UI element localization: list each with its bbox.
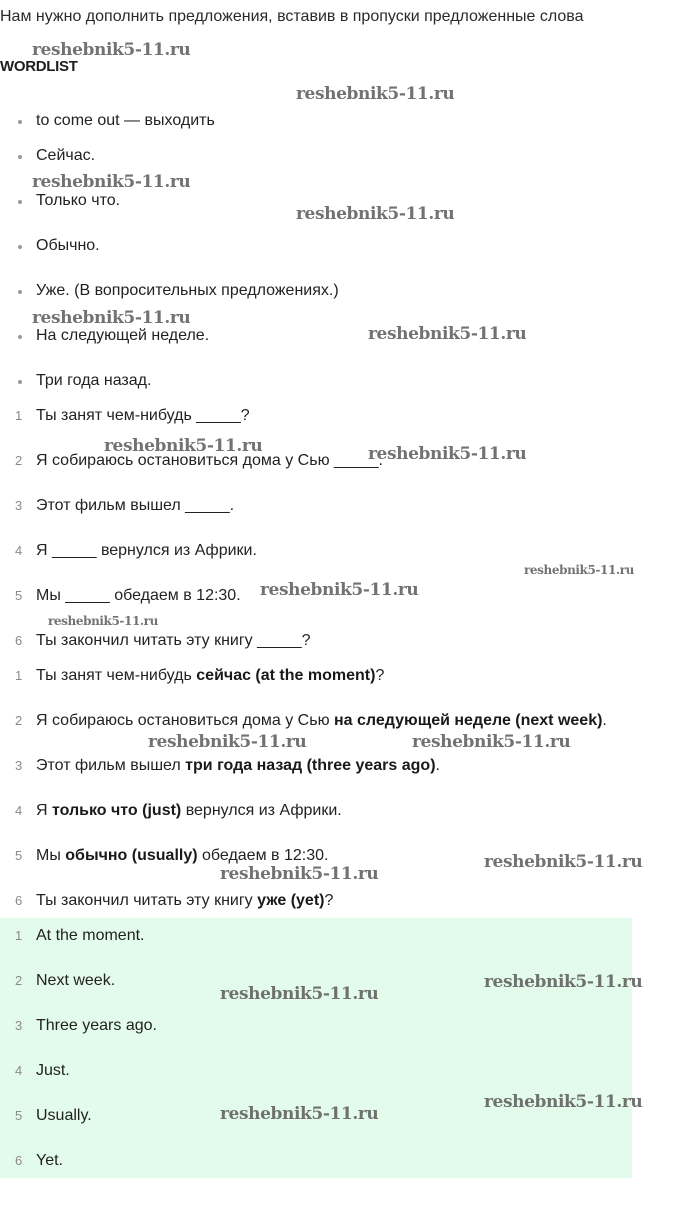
exercise-text: Я _____ вернулся из Африки. [36, 542, 257, 559]
watermark: reshebnik5-11.ru [296, 204, 455, 224]
bullet-icon [18, 155, 22, 159]
translation-text: Этот фильм вышел три года назад (three years ago). [36, 757, 440, 774]
wordlist-item-text: На следующей неделе. [36, 327, 210, 344]
answer-text: Usually. [36, 1107, 92, 1124]
watermark: reshebnik5-11.ru [484, 972, 643, 992]
answer-text: At the moment. [36, 927, 145, 944]
bullet-icon [18, 290, 22, 294]
wordlist-item-text: Обычно. [36, 237, 100, 254]
exercise-text: Ты занят чем-нибудь _____? [36, 407, 250, 424]
wordlist-item-text: Только что. [36, 192, 121, 209]
watermark: reshebnik5-11.ru [484, 1092, 643, 1112]
row-number: 2 [15, 973, 23, 988]
row-number: 1 [15, 928, 23, 943]
bullet-icon [18, 200, 22, 204]
watermark: reshebnik5-11.ru [368, 324, 527, 344]
wordlist-item-text: to come out — выходить [36, 112, 215, 129]
row-number: 3 [15, 1018, 23, 1033]
exercise-text: Я собираюсь остановиться дома у Сью _____. [36, 452, 383, 469]
watermark: reshebnik5-11.ru [32, 172, 191, 192]
bullet-icon [18, 335, 22, 339]
watermark: reshebnik5-11.ru [220, 864, 379, 884]
translation-text: Ты закончил читать эту книгу уже (yet)? [36, 892, 334, 909]
row-number: 6 [15, 893, 23, 908]
answer-text: Three years ago. [36, 1017, 157, 1034]
exercise-text: Мы _____ обедаем в 12:30. [36, 587, 241, 604]
watermark: reshebnik5-11.ru [368, 444, 527, 464]
row-number: 1 [15, 408, 23, 423]
wordlist-title: WORDLIST [0, 58, 78, 75]
row-number: 2 [15, 713, 23, 728]
watermark: reshebnik5-11.ru [220, 984, 379, 1004]
row-number: 5 [15, 588, 23, 603]
answer-highlight: три года назад (three years ago) [185, 757, 436, 774]
answer-highlight: только что (just) [52, 802, 182, 819]
wordlist-item-text: Сейчас. [36, 147, 96, 164]
exercise-text: Этот фильм вышел _____. [36, 497, 235, 514]
answer-text: Yet. [36, 1152, 63, 1169]
watermark: reshebnik5-11.ru [484, 852, 643, 872]
bullet-icon [18, 120, 22, 124]
answer-highlight: обычно (usually) [65, 847, 198, 864]
exercise-text: Ты закончил читать эту книгу _____? [36, 632, 311, 649]
intro-text: Нам нужно дополнить предложения, вставив в пропуски предложенные слова [0, 8, 584, 25]
row-number: 5 [15, 1108, 23, 1123]
row-number: 1 [15, 668, 23, 683]
translation-text: Я только что (just) вернулся из Африки. [36, 802, 342, 819]
answer-text: Just. [36, 1062, 70, 1079]
translation-text: Мы обычно (usually) обедаем в 12:30. [36, 847, 329, 864]
translation-text: Я собираюсь остановиться дома у Сью на следующей неделе (next week). [36, 712, 607, 729]
watermark: reshebnik5-11.ru [32, 308, 191, 328]
answer-text: Next week. [36, 972, 116, 989]
bullet-icon [18, 245, 22, 249]
row-number: 4 [15, 543, 23, 558]
answer-highlight: сейчас (at the moment) [196, 667, 376, 684]
row-number: 3 [15, 758, 23, 773]
row-number: 4 [15, 803, 23, 818]
watermark: reshebnik5-11.ru [412, 732, 571, 752]
answers-panel [0, 918, 632, 1178]
wordlist-item-text: Уже. (В вопросительных предложениях.) [36, 282, 339, 299]
watermark: reshebnik5-11.ru [104, 436, 263, 456]
row-number: 6 [15, 1153, 23, 1168]
watermark: reshebnik5-11.ru [296, 84, 455, 104]
watermark: reshebnik5-11.ru [220, 1104, 379, 1124]
watermark: reshebnik5-11.ru [260, 580, 419, 600]
answer-highlight: на следующей неделе (next week) [334, 712, 603, 729]
watermark: reshebnik5-11.ru [32, 40, 191, 60]
answer-highlight: уже (yet) [257, 892, 325, 909]
row-number: 5 [15, 848, 23, 863]
watermark: reshebnik5-11.ru [148, 732, 307, 752]
bullet-icon [18, 380, 22, 384]
translation-text: Ты занят чем-нибудь сейчас (at the moment)? [36, 667, 385, 684]
watermark: reshebnik5-11.ru [48, 614, 158, 628]
wordlist-item-text: Три года назад. [36, 372, 152, 389]
row-number: 4 [15, 1063, 23, 1078]
watermark: reshebnik5-11.ru [524, 563, 634, 577]
row-number: 6 [15, 633, 23, 648]
row-number: 2 [15, 453, 23, 468]
row-number: 3 [15, 498, 23, 513]
